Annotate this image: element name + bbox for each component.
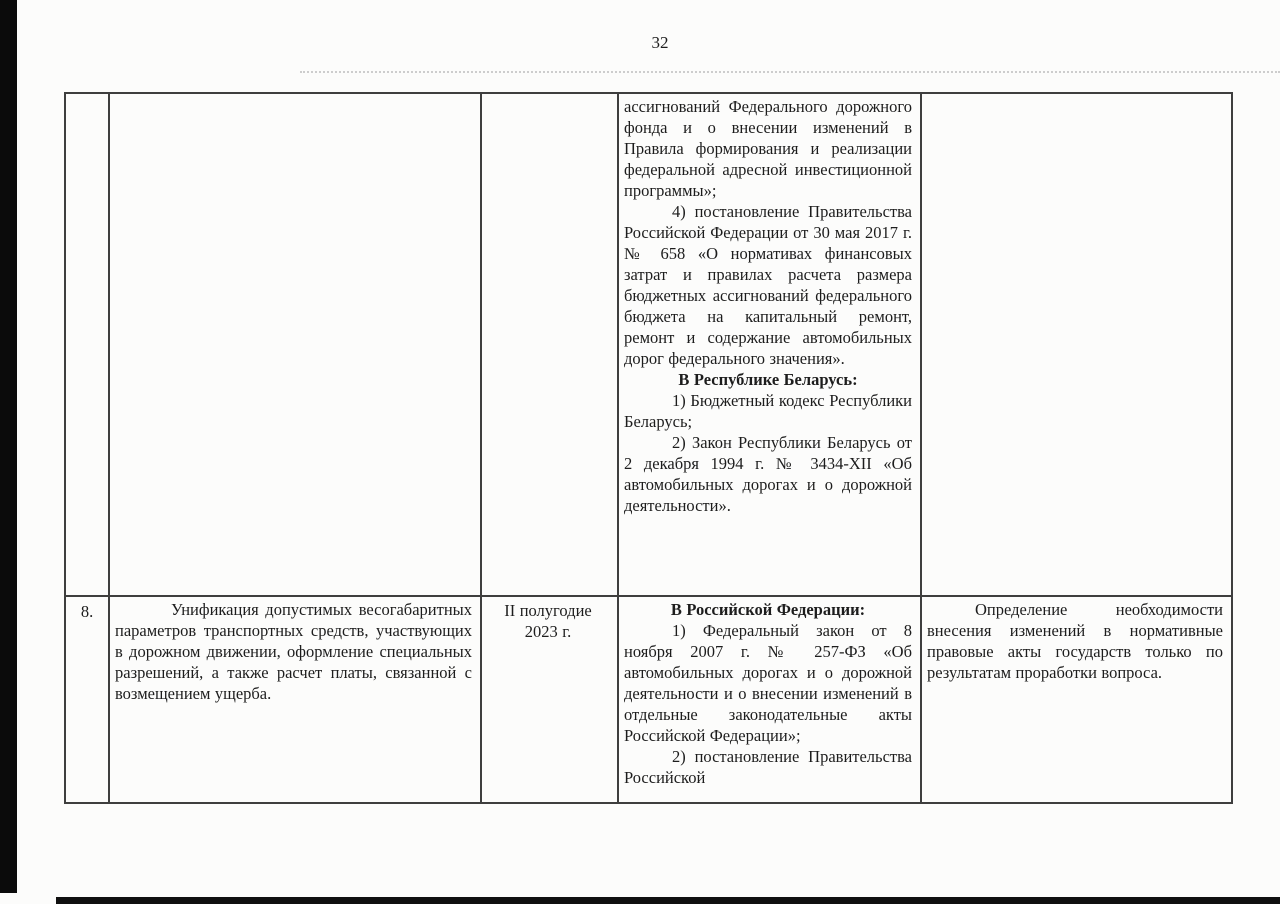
- legal-paragraph: 1) Бюджетный кодекс Республики Беларусь;: [624, 391, 912, 431]
- cell-measure-empty: [109, 93, 481, 596]
- measures-table: [64, 92, 1233, 804]
- legal-acts-text: [624, 599, 912, 800]
- scan-edge-bottom: [56, 897, 1280, 904]
- legal-acts-text: [624, 96, 912, 593]
- cell-number-empty: [65, 93, 109, 596]
- cell-period: [481, 596, 618, 803]
- page-number: 32: [651, 33, 669, 52]
- table-row-item-8: [65, 596, 1232, 803]
- note-text-wrap: [927, 599, 1223, 800]
- table-row-continuation: [65, 93, 1232, 596]
- scan-edge-left: [0, 0, 17, 893]
- cell-period-empty: [481, 93, 618, 596]
- cell-legal-acts: [618, 596, 921, 803]
- legal-paragraph: 4) постановление Правительства Российской Федерации от 30 мая 2017 г. № 658 «О нормативах финансовых затрат и правилах расчета размера бюджетных ассигнований федерального бюджета на капитальный ремонт, ремонт и содержание автомобильных дорог федерального значения».: [624, 202, 912, 368]
- legal-paragraph: ассигнований Федерального дорожного фонда и о внесении изменений в Правила формирования и реализации федеральной адресной инвестиционной программы»;: [624, 97, 912, 200]
- cell-measure: [109, 596, 481, 803]
- legal-paragraph: 1) Федеральный закон от 8 ноября 2007 г. № 257-ФЗ «Об автомобильных дорогах и о дорожной деятельности и о внесении изменений в отдельные законодательные акты Российской Федерации»;: [624, 621, 912, 745]
- cell-item-number: [65, 596, 109, 803]
- legal-country-heading: В Российской Федерации:: [670, 600, 866, 619]
- scan-artifact-line: [300, 71, 1280, 73]
- legal-country-heading: В Республике Беларусь:: [678, 370, 858, 389]
- cell-note: [921, 596, 1232, 803]
- legal-paragraph: 2) постановление Правительства Российской: [624, 747, 912, 787]
- measure-text-wrap: [115, 599, 472, 800]
- measure-text: Унификация допустимых весогабаритных параметров транспортных средств, участвующих в дорожном движении, оформление специальных разрешений, а также расчет платы, связанной с возмещением ущерба.: [115, 600, 472, 703]
- cell-legal-acts: [618, 93, 921, 596]
- cell-note-empty: [921, 93, 1232, 596]
- legal-paragraph: 2) Закон Республики Беларусь от 2 декабря 1994 г. № 3434-XII «Об автомобильных дорогах и о дорожной деятельности».: [624, 433, 912, 515]
- period-text: II полугодие 2023 г.: [504, 601, 592, 641]
- item-number: 8.: [80, 602, 94, 621]
- note-text: Определение необходимости внесения изменений в нормативные правовые акты государств только по результатам проработки вопроса.: [927, 600, 1223, 682]
